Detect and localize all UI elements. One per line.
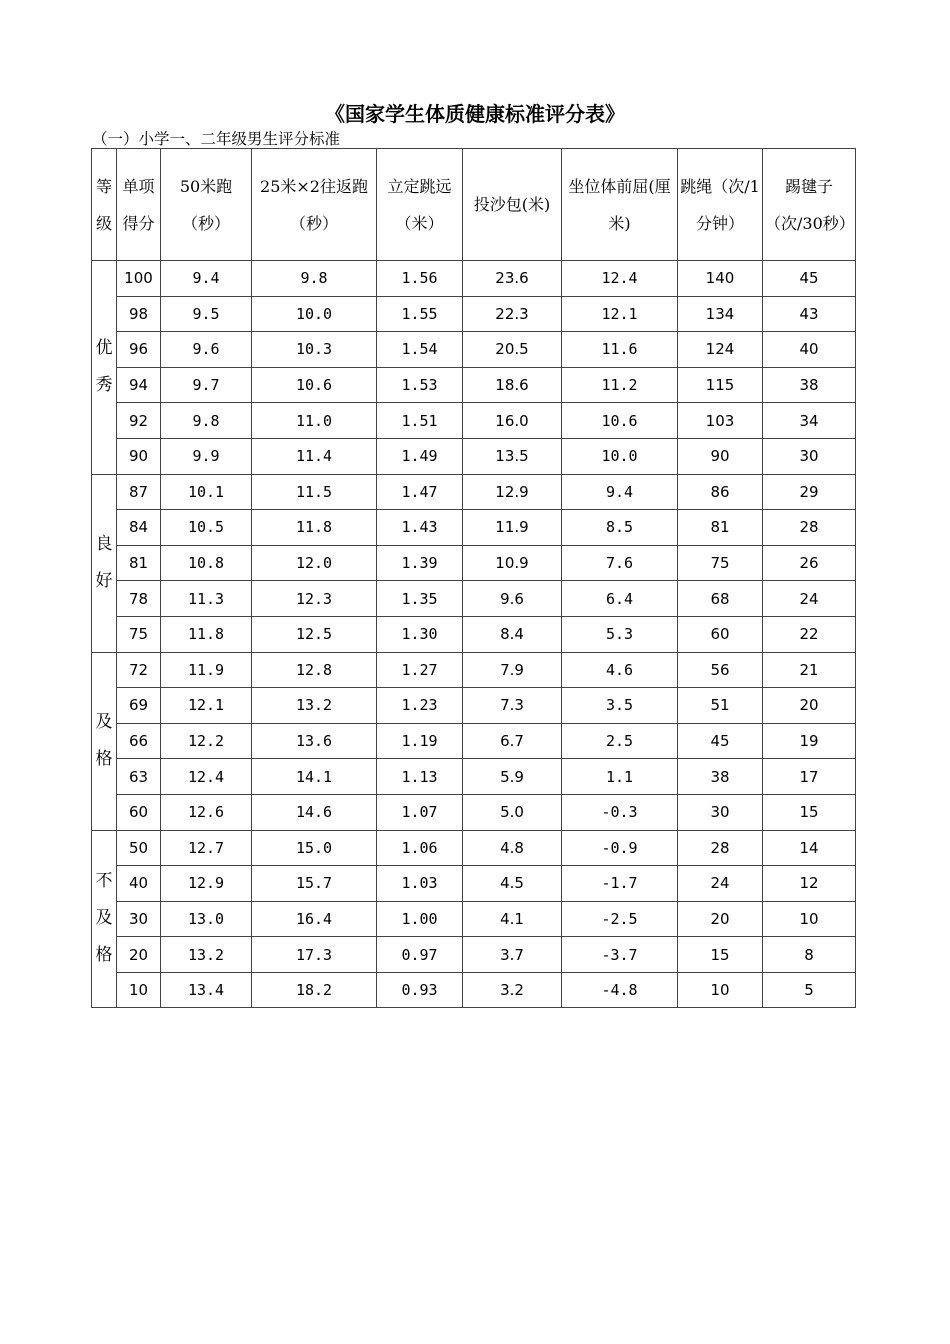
value-cell: 7.9 bbox=[463, 652, 562, 688]
value-cell: 90 bbox=[678, 438, 763, 474]
value-cell: 11.3 bbox=[161, 581, 252, 617]
value-cell: 18.2 bbox=[252, 972, 377, 1008]
value-cell: 30 bbox=[763, 438, 856, 474]
value-cell: 6.7 bbox=[463, 723, 562, 759]
value-cell: 10.0 bbox=[562, 438, 678, 474]
value-cell: 10.0 bbox=[252, 296, 377, 332]
value-cell: 11.8 bbox=[161, 616, 252, 652]
value-cell: -0.3 bbox=[562, 794, 678, 830]
header-cell: 立定跳远（米） bbox=[377, 149, 463, 261]
score-cell: 50 bbox=[117, 830, 161, 866]
value-cell: 9.6 bbox=[161, 332, 252, 368]
table-row bbox=[92, 901, 856, 937]
header-cell: 25米×2往返跑（秒） bbox=[252, 149, 377, 261]
value-cell: 9.8 bbox=[252, 261, 377, 297]
value-cell: 75 bbox=[678, 545, 763, 581]
value-cell: 9.9 bbox=[161, 438, 252, 474]
score-cell: 100 bbox=[117, 261, 161, 297]
grade-label: 优秀 bbox=[92, 261, 117, 475]
value-cell: 11.4 bbox=[252, 438, 377, 474]
score-cell: 87 bbox=[117, 474, 161, 510]
value-cell: 68 bbox=[678, 581, 763, 617]
header-cell: 等级 bbox=[92, 149, 117, 261]
value-cell: 1.00 bbox=[377, 901, 463, 937]
value-cell: 4.1 bbox=[463, 901, 562, 937]
table-row bbox=[92, 616, 856, 652]
value-cell: 5.9 bbox=[463, 759, 562, 795]
value-cell: 12.0 bbox=[252, 545, 377, 581]
value-cell: 45 bbox=[678, 723, 763, 759]
score-cell: 98 bbox=[117, 296, 161, 332]
value-cell: 3.2 bbox=[463, 972, 562, 1008]
value-cell: -2.5 bbox=[562, 901, 678, 937]
value-cell: 30 bbox=[678, 794, 763, 830]
header-cell: 跳绳（次/1分钟） bbox=[678, 149, 763, 261]
value-cell: 11.0 bbox=[252, 403, 377, 439]
value-cell: 1.54 bbox=[377, 332, 463, 368]
header-cell: 投沙包(米) bbox=[463, 149, 562, 261]
value-cell: 7.3 bbox=[463, 688, 562, 724]
value-cell: 140 bbox=[678, 261, 763, 297]
header-row bbox=[92, 149, 856, 261]
score-cell: 30 bbox=[117, 901, 161, 937]
table-row bbox=[92, 866, 856, 902]
value-cell: 18.6 bbox=[463, 367, 562, 403]
score-cell: 75 bbox=[117, 616, 161, 652]
value-cell: 1.49 bbox=[377, 438, 463, 474]
table-row bbox=[92, 438, 856, 474]
score-cell: 84 bbox=[117, 510, 161, 546]
value-cell: 34 bbox=[763, 403, 856, 439]
value-cell: 8.5 bbox=[562, 510, 678, 546]
value-cell: 1.30 bbox=[377, 616, 463, 652]
value-cell: 10.1 bbox=[161, 474, 252, 510]
value-cell: 15 bbox=[763, 794, 856, 830]
score-cell: 72 bbox=[117, 652, 161, 688]
value-cell: 38 bbox=[763, 367, 856, 403]
table-row bbox=[92, 545, 856, 581]
value-cell: 124 bbox=[678, 332, 763, 368]
score-cell: 40 bbox=[117, 866, 161, 902]
value-cell: 28 bbox=[678, 830, 763, 866]
value-cell: 81 bbox=[678, 510, 763, 546]
table-row bbox=[92, 794, 856, 830]
value-cell: 15.0 bbox=[252, 830, 377, 866]
value-cell: 1.39 bbox=[377, 545, 463, 581]
value-cell: 11.9 bbox=[161, 652, 252, 688]
value-cell: 60 bbox=[678, 616, 763, 652]
value-cell: 14.6 bbox=[252, 794, 377, 830]
value-cell: 11.2 bbox=[562, 367, 678, 403]
value-cell: 12.1 bbox=[562, 296, 678, 332]
score-cell: 78 bbox=[117, 581, 161, 617]
table-row bbox=[92, 652, 856, 688]
value-cell: 12.8 bbox=[252, 652, 377, 688]
value-cell: 43 bbox=[763, 296, 856, 332]
value-cell: 45 bbox=[763, 261, 856, 297]
score-table bbox=[91, 148, 856, 1008]
value-cell: 103 bbox=[678, 403, 763, 439]
value-cell: 12.6 bbox=[161, 794, 252, 830]
value-cell: 13.4 bbox=[161, 972, 252, 1008]
value-cell: 13.2 bbox=[252, 688, 377, 724]
value-cell: 14.1 bbox=[252, 759, 377, 795]
value-cell: 22.3 bbox=[463, 296, 562, 332]
value-cell: 1.51 bbox=[377, 403, 463, 439]
value-cell: 4.5 bbox=[463, 866, 562, 902]
value-cell: 4.6 bbox=[562, 652, 678, 688]
value-cell: 9.6 bbox=[463, 581, 562, 617]
value-cell: 1.47 bbox=[377, 474, 463, 510]
table-row bbox=[92, 759, 856, 795]
value-cell: 26 bbox=[763, 545, 856, 581]
table-row bbox=[92, 296, 856, 332]
value-cell: 10.3 bbox=[252, 332, 377, 368]
value-cell: 20.5 bbox=[463, 332, 562, 368]
header-cell: 坐位体前屈(厘米) bbox=[562, 149, 678, 261]
value-cell: 10 bbox=[678, 972, 763, 1008]
score-cell: 60 bbox=[117, 794, 161, 830]
value-cell: 10.8 bbox=[161, 545, 252, 581]
value-cell: 0.97 bbox=[377, 937, 463, 973]
value-cell: 1.35 bbox=[377, 581, 463, 617]
score-cell: 63 bbox=[117, 759, 161, 795]
value-cell: 51 bbox=[678, 688, 763, 724]
score-cell: 94 bbox=[117, 367, 161, 403]
score-cell: 90 bbox=[117, 438, 161, 474]
value-cell: 134 bbox=[678, 296, 763, 332]
value-cell: 38 bbox=[678, 759, 763, 795]
value-cell: 9.5 bbox=[161, 296, 252, 332]
table-row bbox=[92, 261, 856, 297]
page-title: 《国家学生体质健康标准评分表》 bbox=[325, 102, 625, 126]
value-cell: 16.0 bbox=[463, 403, 562, 439]
table-row bbox=[92, 367, 856, 403]
value-cell: 19 bbox=[763, 723, 856, 759]
value-cell: 8.4 bbox=[463, 616, 562, 652]
value-cell: 1.19 bbox=[377, 723, 463, 759]
score-cell: 20 bbox=[117, 937, 161, 973]
score-cell: 69 bbox=[117, 688, 161, 724]
section-subtitle: （一）小学一、二年级男生评分标准 bbox=[92, 130, 341, 148]
value-cell: 1.03 bbox=[377, 866, 463, 902]
value-cell: 10.6 bbox=[252, 367, 377, 403]
value-cell: 29 bbox=[763, 474, 856, 510]
value-cell: 12.9 bbox=[463, 474, 562, 510]
value-cell: 12.1 bbox=[161, 688, 252, 724]
value-cell: 1.53 bbox=[377, 367, 463, 403]
score-cell: 92 bbox=[117, 403, 161, 439]
grade-label: 及格 bbox=[92, 652, 117, 830]
value-cell: 6.4 bbox=[562, 581, 678, 617]
value-cell: 24 bbox=[763, 581, 856, 617]
grade-label: 良好 bbox=[92, 474, 117, 652]
value-cell: 16.4 bbox=[252, 901, 377, 937]
score-cell: 81 bbox=[117, 545, 161, 581]
value-cell: 13.6 bbox=[252, 723, 377, 759]
value-cell: 4.8 bbox=[463, 830, 562, 866]
value-cell: 12.7 bbox=[161, 830, 252, 866]
table-row bbox=[92, 581, 856, 617]
value-cell: -0.9 bbox=[562, 830, 678, 866]
score-cell: 66 bbox=[117, 723, 161, 759]
table-row bbox=[92, 403, 856, 439]
table-row bbox=[92, 688, 856, 724]
table-row bbox=[92, 972, 856, 1008]
value-cell: 1.13 bbox=[377, 759, 463, 795]
value-cell: 3.7 bbox=[463, 937, 562, 973]
value-cell: 1.07 bbox=[377, 794, 463, 830]
table-row bbox=[92, 937, 856, 973]
value-cell: -3.7 bbox=[562, 937, 678, 973]
value-cell: 1.23 bbox=[377, 688, 463, 724]
value-cell: -1.7 bbox=[562, 866, 678, 902]
value-cell: 12.2 bbox=[161, 723, 252, 759]
value-cell: 23.6 bbox=[463, 261, 562, 297]
value-cell: 17 bbox=[763, 759, 856, 795]
table-row bbox=[92, 474, 856, 510]
value-cell: 12.4 bbox=[161, 759, 252, 795]
table-row bbox=[92, 830, 856, 866]
value-cell: 5 bbox=[763, 972, 856, 1008]
value-cell: 10.9 bbox=[463, 545, 562, 581]
value-cell: 9.4 bbox=[161, 261, 252, 297]
value-cell: 24 bbox=[678, 866, 763, 902]
value-cell: 11.6 bbox=[562, 332, 678, 368]
value-cell: 86 bbox=[678, 474, 763, 510]
value-cell: 10.5 bbox=[161, 510, 252, 546]
table-row bbox=[92, 332, 856, 368]
value-cell: 21 bbox=[763, 652, 856, 688]
header-cell: 单项得分 bbox=[117, 149, 161, 261]
value-cell: 15 bbox=[678, 937, 763, 973]
value-cell: 28 bbox=[763, 510, 856, 546]
value-cell: 1.43 bbox=[377, 510, 463, 546]
header-cell: 踢毽子（次/30秒） bbox=[763, 149, 856, 261]
value-cell: 115 bbox=[678, 367, 763, 403]
value-cell: 5.0 bbox=[463, 794, 562, 830]
value-cell: 1.55 bbox=[377, 296, 463, 332]
value-cell: 11.5 bbox=[252, 474, 377, 510]
score-cell: 96 bbox=[117, 332, 161, 368]
value-cell: 20 bbox=[678, 901, 763, 937]
value-cell: 7.6 bbox=[562, 545, 678, 581]
value-cell: 56 bbox=[678, 652, 763, 688]
value-cell: 22 bbox=[763, 616, 856, 652]
value-cell: 13.2 bbox=[161, 937, 252, 973]
value-cell: 8 bbox=[763, 937, 856, 973]
value-cell: 9.4 bbox=[562, 474, 678, 510]
value-cell: 3.5 bbox=[562, 688, 678, 724]
value-cell: 1.1 bbox=[562, 759, 678, 795]
value-cell: 9.8 bbox=[161, 403, 252, 439]
value-cell: 13.5 bbox=[463, 438, 562, 474]
grade-label: 不及格 bbox=[92, 830, 117, 1008]
value-cell: 40 bbox=[763, 332, 856, 368]
value-cell: 14 bbox=[763, 830, 856, 866]
value-cell: 1.27 bbox=[377, 652, 463, 688]
value-cell: 2.5 bbox=[562, 723, 678, 759]
value-cell: 9.7 bbox=[161, 367, 252, 403]
value-cell: 1.06 bbox=[377, 830, 463, 866]
value-cell: -4.8 bbox=[562, 972, 678, 1008]
value-cell: 12.3 bbox=[252, 581, 377, 617]
value-cell: 10.6 bbox=[562, 403, 678, 439]
value-cell: 15.7 bbox=[252, 866, 377, 902]
value-cell: 12 bbox=[763, 866, 856, 902]
table-row bbox=[92, 723, 856, 759]
header-cell: 50米跑（秒） bbox=[161, 149, 252, 261]
value-cell: 13.0 bbox=[161, 901, 252, 937]
value-cell: 12.4 bbox=[562, 261, 678, 297]
value-cell: 20 bbox=[763, 688, 856, 724]
table-row bbox=[92, 510, 856, 546]
score-cell: 10 bbox=[117, 972, 161, 1008]
value-cell: 11.8 bbox=[252, 510, 377, 546]
value-cell: 11.9 bbox=[463, 510, 562, 546]
value-cell: 12.5 bbox=[252, 616, 377, 652]
value-cell: 12.9 bbox=[161, 866, 252, 902]
value-cell: 1.56 bbox=[377, 261, 463, 297]
value-cell: 0.93 bbox=[377, 972, 463, 1008]
value-cell: 5.3 bbox=[562, 616, 678, 652]
value-cell: 10 bbox=[763, 901, 856, 937]
value-cell: 17.3 bbox=[252, 937, 377, 973]
